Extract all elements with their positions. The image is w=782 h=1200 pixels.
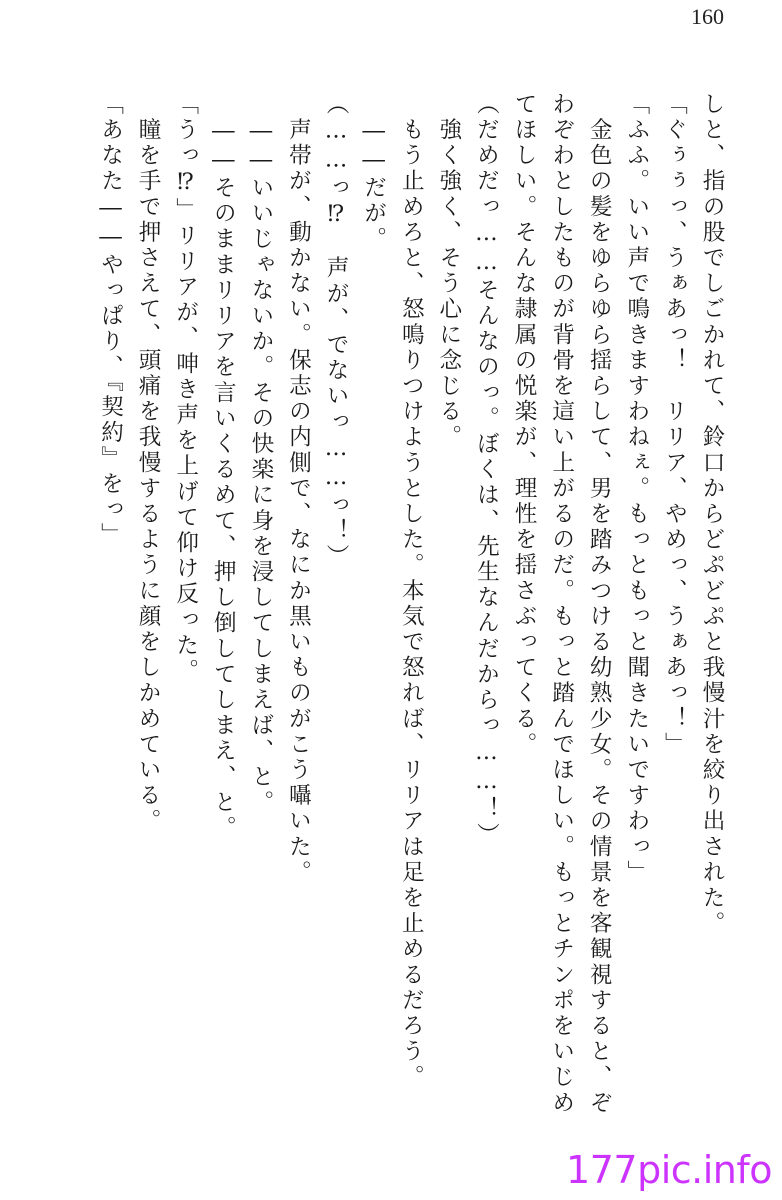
text-line: ――だが。 [360, 92, 387, 253]
text-line: もう止めろと、怒鳴りつけようとした。本気で怒れば、リリアは足を止めるだろう。 [398, 92, 425, 1091]
text-line: 強く強く、そう心に念じる。 [435, 92, 462, 451]
text-line: 「ぐぅぅっ、うぁあっ！ リリア、やめっ、うぁあっ！」 [661, 92, 688, 758]
page-number: 160 [691, 4, 724, 29]
text-line: （だめだっ……そんなのっ。ぼくは、先生なんだからっ……！） [473, 92, 500, 848]
watermark: 177pic.info [566, 1148, 772, 1192]
text-line: わぞわとしたものが背骨を這い上がるのだ。もっと踏んでほしい。もっとチンポをいじめ [548, 92, 575, 1116]
text-line: 「あなた――やっぱり、『契約』をっ」 [97, 92, 124, 549]
text-line: ――いいじゃないか。その快楽に身を浸してしまえば、と。 [247, 92, 274, 816]
text-line: ――そのままリリアを言いくるめて、押し倒してしまえ、と。 [210, 92, 237, 842]
text-line: （……っ⁉ 声が、でないっ……っ！） [323, 92, 350, 570]
text-line: てほしい。そんな隷属の悦楽が、理性を揺さぶってくる。 [511, 92, 538, 758]
text-line: 「ふふ。いい声で鳴きますわねぇ。もっともっと聞きたいですわっ」 [623, 92, 650, 886]
text-line: 金色の髪をゆらゆら揺らして、男を踏みつける幼熟少女。その情景を客観視すると、ぞ [586, 92, 613, 1116]
text-line: しと、指の股でしごかれて、鈴口からどぷどぷと我慢汁を絞り出された。 [699, 92, 725, 937]
text-line: 声帯が、動かない。保志の内側で、なにか黒いものがこう囁いた。 [285, 92, 312, 886]
text-line: 「うっ⁉」リリアが、呻き声を上げて仰け反った。 [172, 92, 199, 685]
text-line: 瞳を手で押さえて、頭痛を我慢するように顔をしかめている。 [135, 92, 162, 835]
body-text [70, 92, 730, 1152]
